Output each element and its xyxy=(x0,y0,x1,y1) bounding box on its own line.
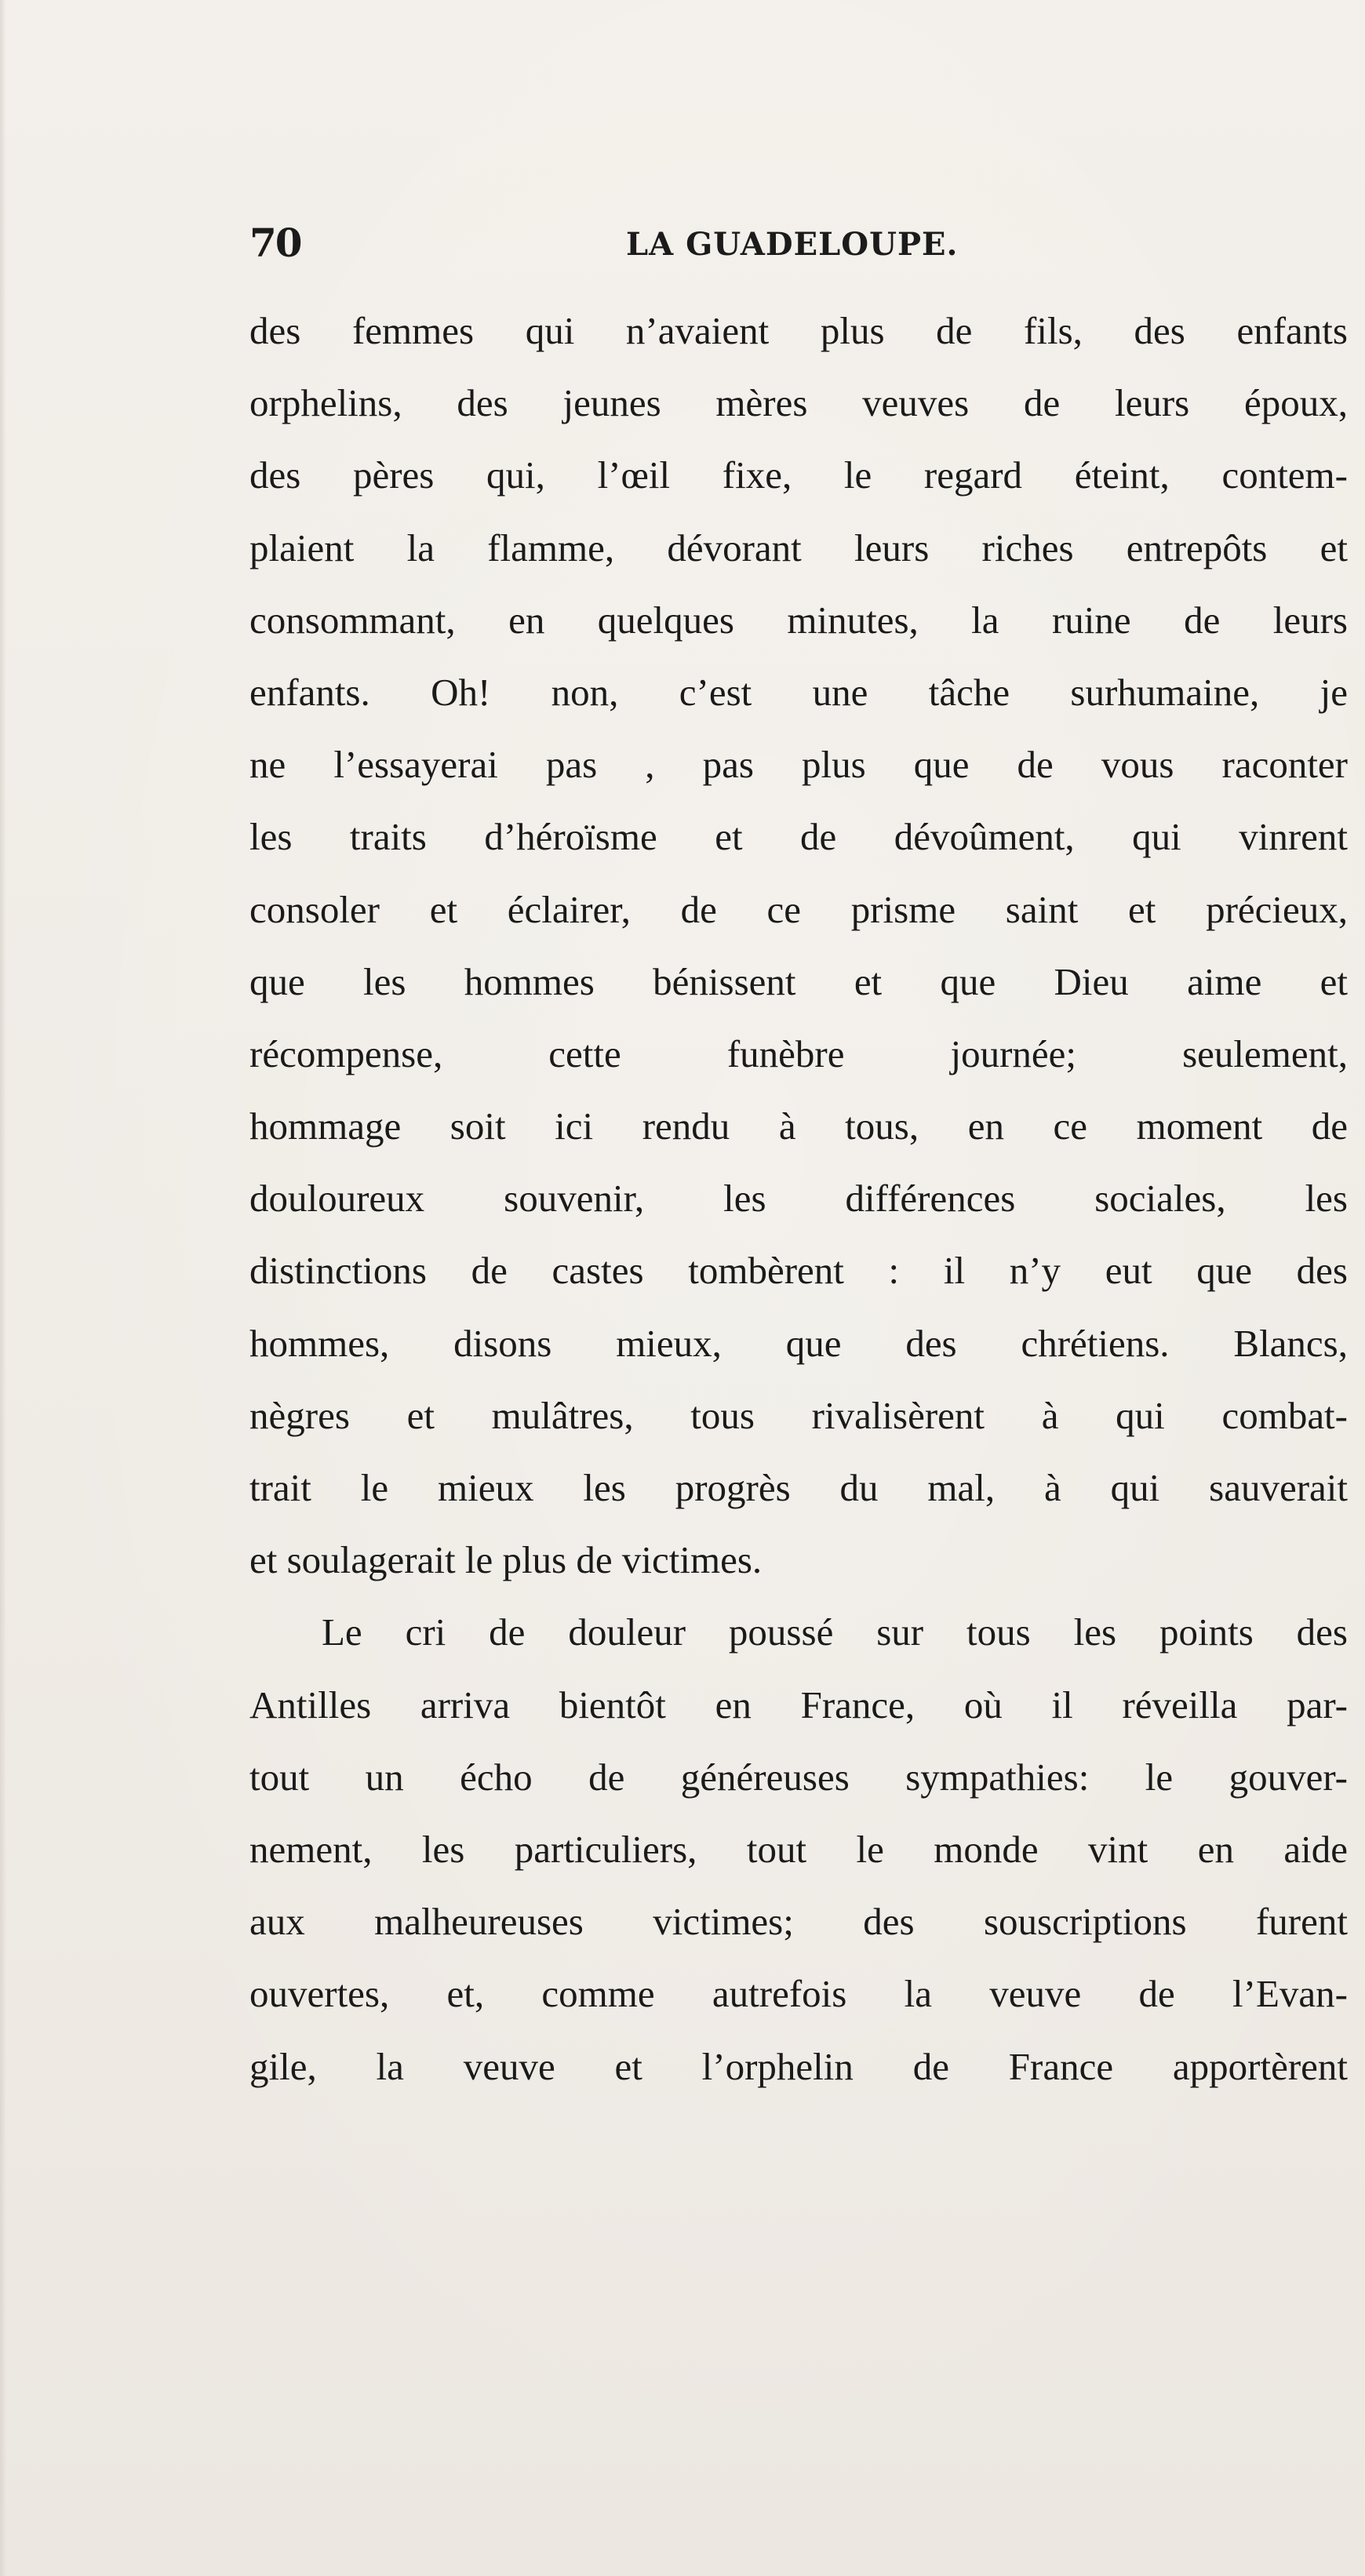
text-line: plaient la flamme, dévorant leurs riches entrepôts et xyxy=(249,526,1348,569)
text-line: orphelins, des jeunes mères veuves de leurs époux, xyxy=(249,381,1348,425)
text-line: que les hommes bénissent et que Dieu aime et xyxy=(249,959,1348,1003)
text-line: ne l’essayerai pas , pas plus que de vous raconter xyxy=(249,743,1348,787)
text-line: gile, la veuve et l’orphelin de France apportèrent xyxy=(249,2044,1348,2088)
text-line: récompense, cette funèbre journée; seulement, xyxy=(249,1031,1348,1075)
body-text xyxy=(249,295,1348,2103)
text-line: consoler et éclairer, de ce prisme saint et précieux, xyxy=(249,887,1348,931)
running-title: LA GUADELOUPE. xyxy=(626,226,959,263)
text-line: hommage soit ici rendu à tous, en ce moment de xyxy=(249,1104,1348,1148)
text-line: des pères qui, l’œil fixe, le regard éteint, contem- xyxy=(249,453,1348,497)
text-line: consommant, en quelques minutes, la ruine de leurs xyxy=(249,598,1348,642)
text-line: douloureux souvenir, les différences sociales, les xyxy=(249,1177,1348,1221)
text-line: les traits d’héroïsme et de dévoûment, qui vinrent xyxy=(249,815,1348,859)
text-line: Antilles arriva bientôt en France, où il réveilla par- xyxy=(249,1683,1348,1726)
page-number: 70 xyxy=(249,220,301,266)
paragraph-end-line: et soulagerait le plus de victimes. xyxy=(249,1538,763,1582)
text-line: tout un écho de généreuses sympathies: le gouver- xyxy=(249,1755,1348,1799)
text-line: des femmes qui n’avaient plus de fils, des enfants xyxy=(249,309,1348,352)
page-header xyxy=(249,220,1348,267)
page-edge xyxy=(0,0,6,2576)
paragraph-first-line: Le cri de douleur poussé sur tous les points des xyxy=(322,1610,1348,1654)
text-line: enfants. Oh! non, c’est une tâche surhumaine, je xyxy=(249,670,1348,714)
text-line: aux malheureuses victimes; des souscriptions furent xyxy=(249,1900,1348,1944)
text-line: ouvertes, et, comme autrefois la veuve de l’Evan- xyxy=(249,1972,1348,2016)
text-line: nègres et mulâtres, tous rivalisèrent à qui combat- xyxy=(249,1393,1348,1437)
text-line: nement, les particuliers, tout le monde vint en aide xyxy=(249,1827,1348,1871)
text-line: hommes, disons mieux, que des chrétiens. Blancs, xyxy=(249,1321,1348,1365)
text-line: distinctions de castes tombèrent : il n’y eut que des xyxy=(249,1249,1348,1293)
text-line: trait le mieux les progrès du mal, à qui sauverait xyxy=(249,1466,1348,1509)
